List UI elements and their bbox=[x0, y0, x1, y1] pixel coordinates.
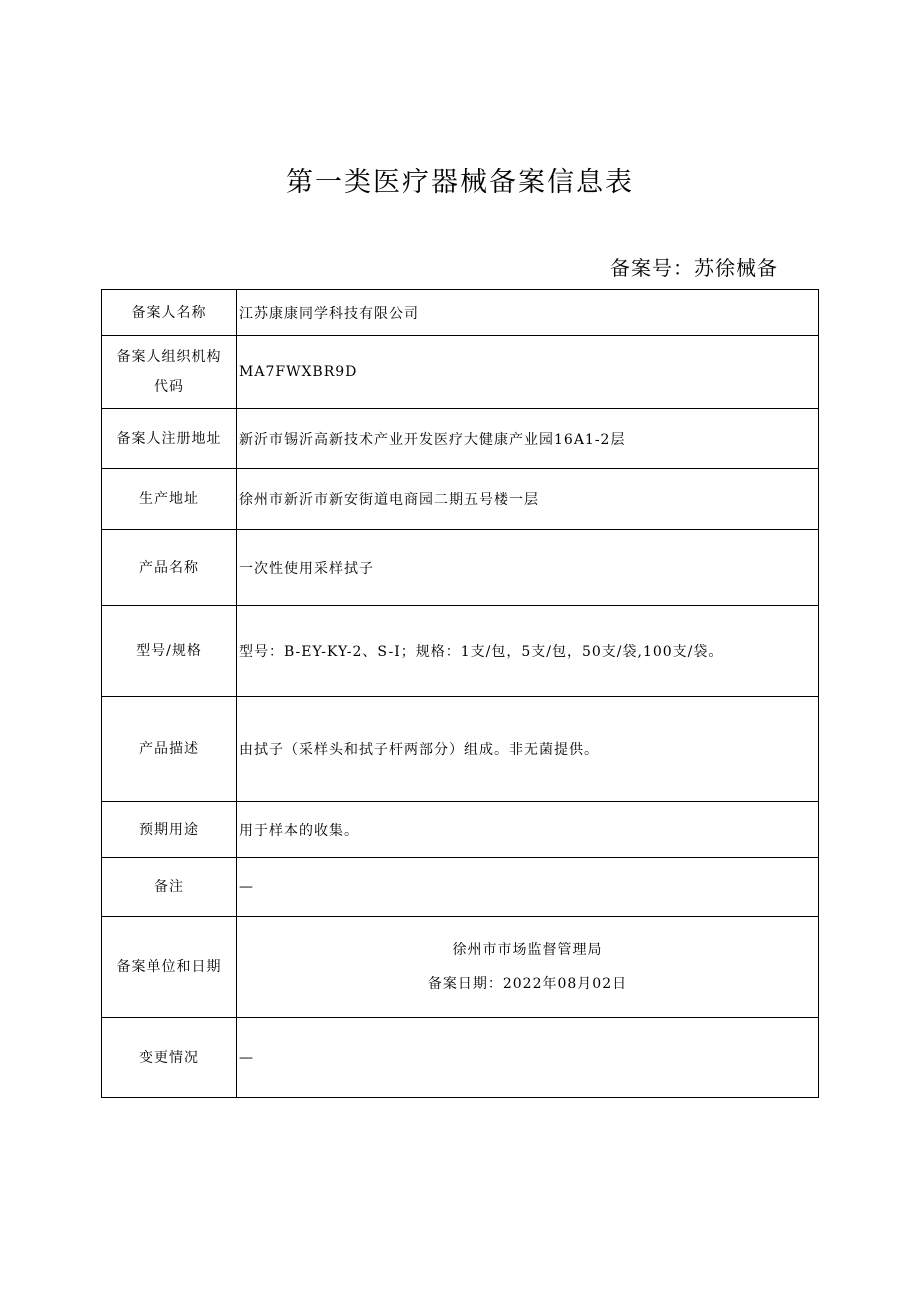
row-value: 型号：B-EY-KY-2、S-I；规格：1支/包，5支/包，50支/袋,100支/袋。 bbox=[237, 606, 819, 697]
row-label: 产品名称 bbox=[102, 530, 237, 606]
row-value: 一次性使用采样拭子 bbox=[237, 530, 819, 606]
row-label: 产品描述 bbox=[102, 697, 237, 802]
table-row bbox=[102, 336, 819, 409]
row-label: 备注 bbox=[102, 858, 237, 917]
row-label-line: 备案人组织机构 bbox=[116, 349, 222, 365]
row-value: 徐州市新沂市新安街道电商园二期五号楼一层 bbox=[237, 469, 819, 530]
filing-unit: 徐州市市场监督管理局 bbox=[452, 942, 603, 958]
row-value bbox=[237, 917, 819, 1018]
table-row bbox=[102, 530, 819, 606]
row-value: 由拭子（采样头和拭子杆两部分）组成。非无菌提供。 bbox=[237, 697, 819, 802]
record-number: 备案号：苏徐械备 bbox=[610, 256, 778, 280]
table-row bbox=[102, 917, 819, 1018]
table-row bbox=[102, 802, 819, 858]
row-label: 备案人注册地址 bbox=[102, 409, 237, 469]
page-title: 第一类医疗器械备案信息表 bbox=[286, 167, 634, 198]
table-row bbox=[102, 606, 819, 697]
table-row bbox=[102, 697, 819, 802]
table-row bbox=[102, 469, 819, 530]
row-label: 生产地址 bbox=[102, 469, 237, 530]
table-row bbox=[102, 858, 819, 917]
row-value: 用于样本的收集。 bbox=[237, 802, 819, 858]
row-label: 变更情况 bbox=[102, 1018, 237, 1098]
row-value: 江苏康康同学科技有限公司 bbox=[237, 290, 819, 336]
table-row bbox=[102, 409, 819, 469]
row-value: — bbox=[237, 858, 819, 917]
row-label: 备案人名称 bbox=[102, 290, 237, 336]
row-label: 型号/规格 bbox=[102, 606, 237, 697]
row-label: 预期用途 bbox=[102, 802, 237, 858]
row-value: MA7FWXBR9D bbox=[237, 336, 819, 409]
table-row bbox=[102, 290, 819, 336]
table-row bbox=[102, 1018, 819, 1098]
filing-date: 备案日期：2022年08月02日 bbox=[427, 976, 628, 992]
row-value: 新沂市锡沂高新技术产业开发医疗大健康产业园16A1-2层 bbox=[237, 409, 819, 469]
row-value: — bbox=[237, 1018, 819, 1098]
row-label-line: 代码 bbox=[154, 379, 184, 395]
info-table bbox=[101, 289, 819, 1098]
row-label bbox=[102, 336, 237, 409]
row-label: 备案单位和日期 bbox=[102, 917, 237, 1018]
